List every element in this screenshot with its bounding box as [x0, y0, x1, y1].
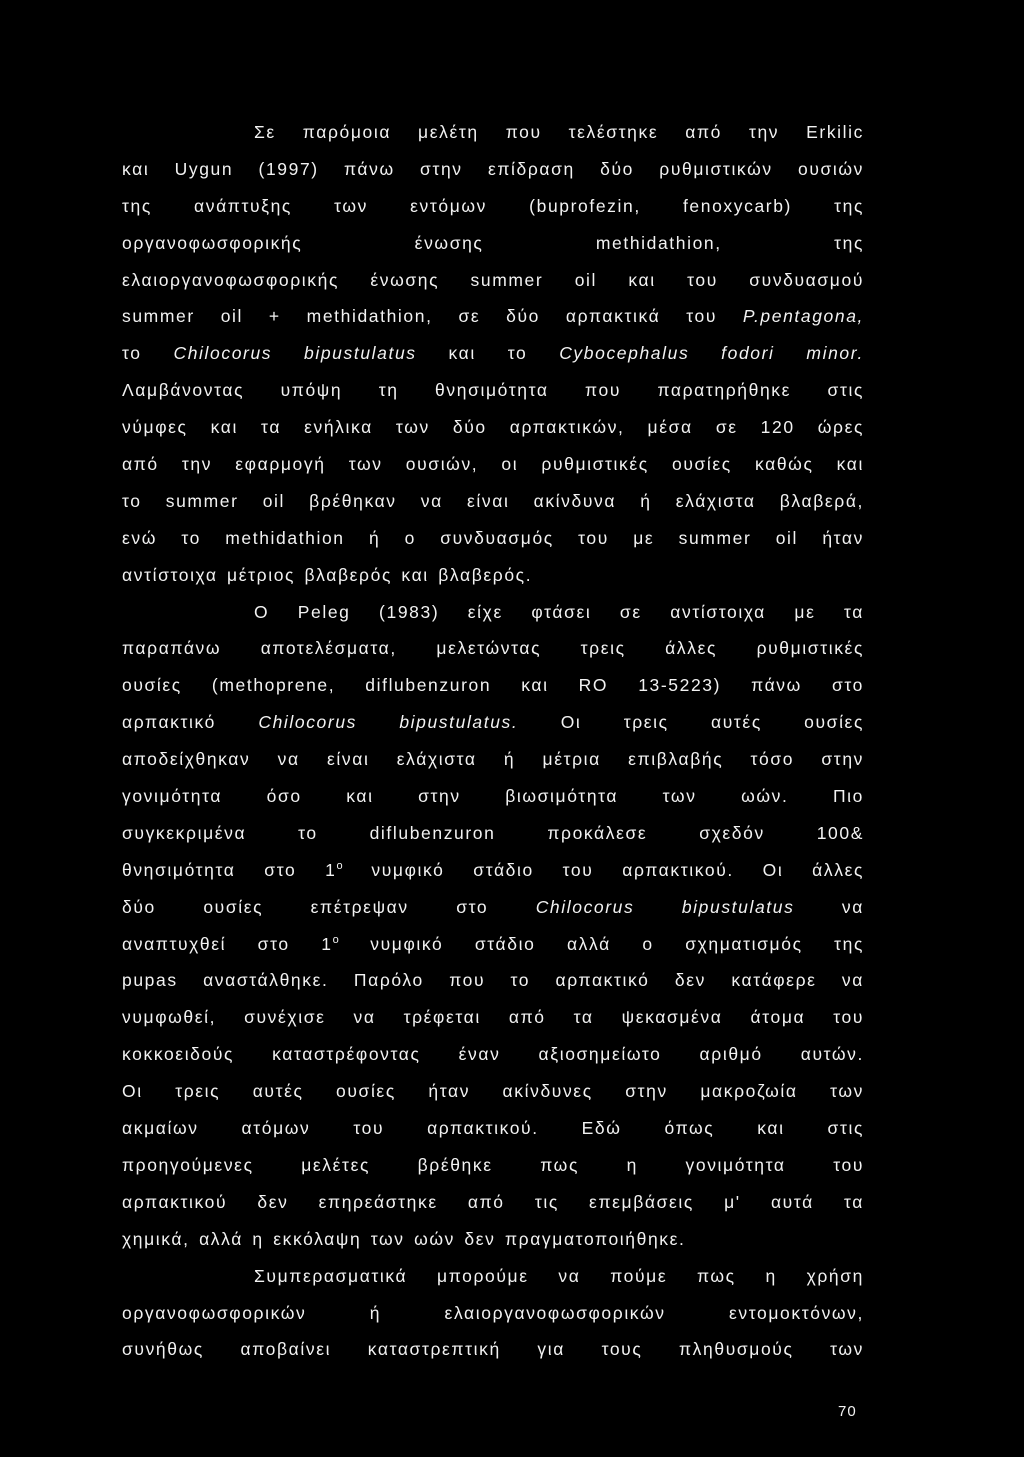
text-line: οργανοφωσφορικών ή ελαιοργανοφωσφορικών εντομοκτόνων, [122, 1302, 864, 1323]
text-line: και Uygun (1997) πάνω στην επίδραση δύο ρυθμιστικών ουσιών [122, 158, 864, 179]
text-fragment: νυμφικό στάδιο αλλά ο σχηματισμός της [370, 933, 865, 954]
species-name: Chilocorus bipustulatus. [258, 712, 519, 733]
species-name: Chilocorus bipustulatus [535, 896, 795, 917]
text-line [122, 926, 864, 963]
text-line [122, 704, 864, 741]
text-fragment: και το [448, 343, 528, 364]
text-fragment-main: αναπτυχθεί στο 1 [122, 933, 333, 954]
text-line: προηγούμενες μελέτες βρέθηκε πως η γονιμότητα του [122, 1154, 864, 1175]
text-line: από την εφαρμογή των ουσιών, οι ρυθμιστικές ουσίες καθώς και [122, 454, 864, 475]
text-line: παραπάνω αποτελέσματα, μελετώντας τρεις άλλες ρυθμιστικές [122, 638, 864, 659]
text-fragment: αρπακτικό [122, 712, 216, 733]
text-line: Οι τρεις αυτές ουσίες ήταν ακίνδυνες στην μακροζωία των [122, 1081, 864, 1102]
text-line: αρπακτικού δεν επηρεάστηκε από τις επεμβάσεις μ' αυτά τα [122, 1191, 864, 1212]
text-line: Συμπερασματικά μπορούμε να πούμε πως η χρήση [254, 1265, 864, 1286]
superscript-degree: ο [332, 933, 339, 946]
species-name: P.pentagona, [742, 306, 864, 327]
text-fragment: Οι τρεις αυτές ουσίες [560, 712, 864, 733]
text-line: κοκκοειδούς καταστρέφοντας έναν αξιοσημείωτο αριθμό αυτών. [122, 1044, 864, 1065]
text-line [122, 889, 864, 926]
species-name: Cybocephalus fodori minor. [559, 343, 864, 364]
text-line: το summer oil βρέθηκαν να είναι ακίνδυνα ή ελάχιστα βλαβερά, [122, 490, 864, 511]
text-line: Ο Peleg (1983) είχε φτάσει σε αντίστοιχα με τα [254, 601, 864, 622]
text-line: ενώ το methidathion ή ο συνδυασμός του με summer oil ήταν [122, 527, 864, 548]
text-line: συγκεκριμένα το diflubenzuron προκάλεσε σχεδόν 100& [122, 822, 864, 843]
text-line: νύμφες και τα ενήλικα των δύο αρπακτικών, μέσα σε 120 ώρες [122, 417, 864, 438]
text-line: pupas αναστάλθηκε. Παρόλο που το αρπακτικό δεν κατάφερε να [122, 970, 864, 991]
page-number: 70 [838, 1403, 857, 1420]
text-fragment: το [122, 343, 142, 364]
text-line [122, 298, 864, 335]
text-fragment [122, 934, 339, 954]
text-fragment: δύο ουσίες επέτρεψαν στο [122, 896, 489, 917]
text-line: ουσίες (methoprene, diflubenzuron και RO 13-5223) πάνω στο [122, 675, 864, 696]
text-fragment: νυμφικό στάδιο του αρπακτικού. Οι άλλες [371, 859, 865, 880]
text-line: Λαμβάνοντας υπόψη τη θνησιμότητα που παρατηρήθηκε στις [122, 380, 864, 401]
species-name: Chilocorus bipustulatus [173, 343, 417, 364]
text-fragment-main: θνησιμότητα στο 1 [122, 859, 337, 880]
body-text [122, 114, 864, 1368]
text-line: συνήθως αποβαίνει καταστρεπτική για τους πληθυσμούς των [122, 1339, 864, 1360]
text-line: χημικά, αλλά η εκκόλαψη των ωών δεν πραγματοποιήθηκε. [122, 1228, 686, 1249]
text-fragment [122, 860, 343, 880]
text-line: ακμαίων ατόμων του αρπακτικού. Εδώ όπως και στις [122, 1118, 864, 1139]
text-line: ελαιοργανοφωσφορικής ένωσης summer oil και του συνδυασμού [122, 269, 864, 290]
superscript-degree: ο [336, 859, 343, 872]
text-line: Σε παρόμοια μελέτη που τελέστηκε από την Erkilic [254, 122, 864, 142]
text-fragment: summer oil + methidathion, σε δύο αρπακτικά του [122, 306, 717, 327]
text-line: αντίστοιχα μέτριος βλαβερός και βλαβερός. [122, 564, 533, 585]
text-line: της ανάπτυξης των εντόμων (buprofezin, fenoxycarb) της [122, 195, 864, 216]
text-line [122, 852, 864, 889]
text-fragment: να [841, 896, 864, 917]
text-line [122, 335, 864, 372]
text-line: νυμφωθεί, συνέχισε να τρέφεται από τα ψεκασμένα άτομα του [122, 1007, 864, 1028]
text-line: οργανοφωσφορικής ένωσης methidathion, της [122, 232, 864, 253]
text-line: αποδείχθηκαν να είναι ελάχιστα ή μέτρια επιβλαβής τόσο στην [122, 749, 864, 770]
text-line: γονιμότητα όσο και στην βιωσιμότητα των ωών. Πιο [122, 786, 864, 807]
